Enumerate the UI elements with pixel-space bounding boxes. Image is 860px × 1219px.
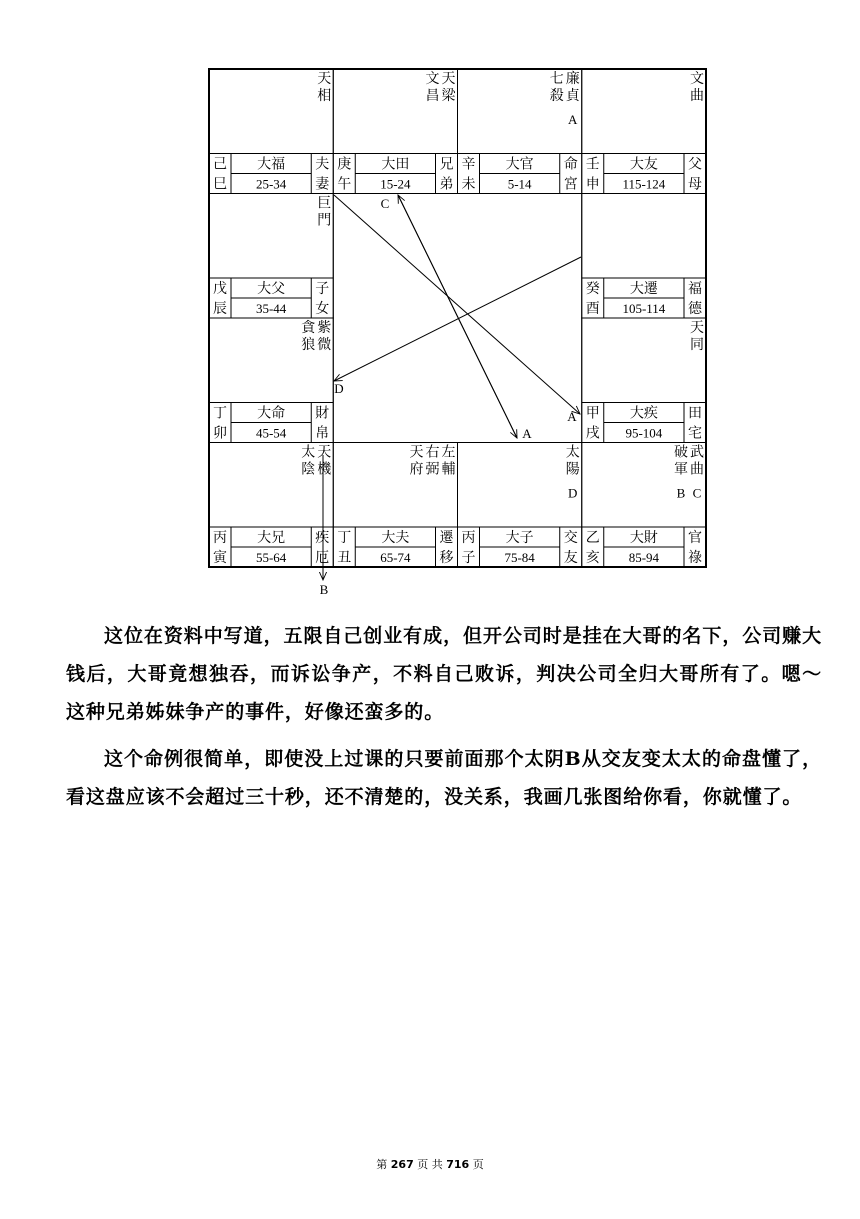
earthly-branch: 子 [461,550,476,566]
transformation-letter: D [568,485,578,501]
paragraph-2: 这个命例很简单，即使没上过课的只要前面那个太阴B从交友变太太的命盘懂了，看这盘应该不会超过三十秒，还不清楚的，没关系，我画几张图给你看，你就懂了。 [66,748,822,808]
star-char: 機 [317,461,332,478]
star-char: 文 [690,71,704,87]
star-char: 天 [317,444,332,461]
palace-cell-top-3 [582,69,706,194]
star-char: 武 [690,444,704,461]
palace-cell-top-1 [333,69,457,194]
earthly-branch: 午 [337,176,352,193]
chart-center-box [333,194,582,443]
paragraph-1: 这位在资料中写道，五限自己创业有成，但开公司时是挂在大哥的名下，公司赚大钱后，大哥竟想独吞，而诉讼争产，不料自己败诉，判决公司全归大哥所有了。嗯～这种兄弟姊妹争产的事件，好像还蛮多的。 [66,625,822,723]
earthly-branch: 亥 [585,550,600,566]
palace-name-bottom: 友 [563,550,578,566]
star-char: 天 [409,444,424,461]
star-char: 陽 [565,461,580,478]
star-char: 曲 [690,461,704,478]
palace-cell-left-1 [209,194,333,319]
decade-range: 65-74 [380,550,411,565]
palace-name-bottom: 帛 [315,425,330,442]
palace-name-top: 疾 [315,530,330,546]
decade-range: 35-44 [255,301,287,316]
star-char: 太 [565,444,580,461]
footer-page-number: 267 [390,1158,414,1171]
earthly-branch: 戌 [585,425,600,442]
star-char: 紫 [317,320,332,336]
star-char: 左 [441,444,456,461]
star-char: 陰 [301,461,316,478]
footer-middle: 页 共 [417,1158,443,1171]
decade-name: 大官 [505,156,534,173]
transformation-letter: C [692,485,702,501]
heavenly-stem: 丙 [461,530,476,546]
decade-name: 大田 [381,156,410,173]
star-char: 廉 [565,71,580,87]
heavenly-stem: 戊 [213,281,227,297]
earthly-branch: 卯 [213,425,227,442]
arrow-to-d [334,257,581,381]
palace-cell-right-2 [582,318,706,443]
star-char: 天 [690,320,704,336]
star-char: 太 [301,444,316,461]
earthly-branch: 巳 [213,176,227,193]
ziwei-chart [0,0,860,600]
star-char: 相 [317,88,332,104]
palace-cell-border [582,194,706,319]
star-char: 貪 [301,320,316,336]
palace-cell-right-1 [582,194,706,319]
decade-name: 大財 [629,530,658,546]
arrow-label-a: A [522,426,532,441]
palace-name-top: 夫 [315,156,330,173]
palace-name-top: 田 [688,405,702,422]
palace-name-top: 交 [563,530,578,546]
palace-cell-left-2 [209,318,333,443]
star-char: 弼 [425,461,440,478]
heavenly-stem: 壬 [585,156,600,173]
star-char: 軍 [674,461,688,478]
heavenly-stem: 丙 [213,530,227,546]
star-char: 文 [425,71,440,87]
arrow-label-a: A [567,409,577,424]
palace-name-top: 父 [688,156,702,173]
decade-range: 105-114 [622,301,666,316]
decade-range: 5-14 [507,176,532,192]
star-char: 殺 [549,88,564,104]
palace-cell-bottom-1 [333,443,457,568]
chart-cells [209,69,706,567]
earthly-branch: 辰 [213,301,227,317]
decade-name: 大兄 [257,530,286,546]
page-footer [0,1156,860,1172]
decade-name: 大友 [629,156,658,173]
star-char: 破 [674,444,688,461]
earthly-branch: 寅 [213,550,227,566]
heavenly-stem: 丁 [337,530,352,546]
arrow-to-a-1 [398,195,517,438]
star-char: 右 [425,444,440,461]
decade-range: 115-124 [622,176,666,192]
palace-cell-bottom-2 [458,443,582,568]
star-char: 門 [317,212,332,229]
heavenly-stem: 乙 [585,530,600,546]
transformation-letter: A [568,112,578,127]
palace-name-bottom: 妻 [315,176,330,193]
heavenly-stem: 癸 [585,281,600,297]
decade-range: 55-64 [255,550,287,565]
palace-cell-border [209,194,333,319]
decade-range: 95-104 [625,425,663,441]
palace-cell-top-0 [209,69,333,194]
heavenly-stem: 丁 [213,405,227,422]
palace-name-bottom: 母 [688,176,702,193]
heavenly-stem: 庚 [337,156,352,173]
star-char: 七 [549,71,564,87]
palace-name-top: 命 [563,156,578,173]
earthly-branch: 未 [461,176,476,193]
heavenly-stem: 辛 [461,156,476,173]
palace-cell-border [582,69,706,194]
heavenly-stem: 甲 [585,405,600,422]
decade-range: 15-24 [380,176,411,192]
palace-name-bottom: 宮 [563,176,578,193]
palace-cell-border [209,69,333,194]
decade-name: 大福 [257,156,286,173]
decade-name: 大疾 [629,405,658,422]
star-char: 天 [441,71,456,87]
decade-name: 大夫 [381,530,410,546]
arrow-to-a-2 [334,195,580,414]
star-char: 微 [317,337,332,353]
decade-range: 45-54 [255,425,287,441]
palace-name-bottom: 德 [688,301,702,317]
heavenly-stem: 己 [213,156,227,173]
star-char: 梁 [441,88,456,104]
star-char: 巨 [317,195,332,212]
palace-cell-bottom-3 [582,443,706,568]
palace-name-top: 官 [688,530,702,546]
decade-name: 大子 [505,530,534,546]
footer-prefix: 第 [376,1158,388,1171]
palace-name-bottom: 移 [439,550,454,566]
decade-range: 75-84 [504,550,535,565]
decade-name: 大命 [257,405,286,422]
palace-name-bottom: 弟 [439,176,454,193]
palace-cell-border [458,443,582,568]
palace-name-top: 財 [315,405,330,422]
palace-name-bottom: 厄 [315,550,330,566]
decade-range: 85-94 [628,550,660,565]
footer-total-pages: 716 [446,1158,470,1171]
palace-cell-bottom-0 [209,443,333,568]
decade-name: 大遷 [629,281,658,297]
palace-name-top: 遷 [439,530,454,546]
star-char: 府 [409,461,424,478]
palace-name-bottom: 宅 [688,425,702,442]
star-char: 狼 [301,337,316,353]
arrow-label-c: C [380,196,390,211]
palace-name-top: 福 [688,281,702,297]
transformation-letter: B [676,485,686,501]
ziwei-chart-svg [0,0,860,600]
star-char: 同 [690,337,704,353]
star-char: 貞 [565,88,580,104]
palace-name-bottom: 祿 [688,550,702,566]
arrow-label-d: D [334,381,344,396]
star-char: 輔 [441,461,456,478]
star-char: 天 [317,71,332,87]
decade-range: 25-34 [255,176,287,192]
palace-cell-top-2 [458,69,582,194]
palace-cell-border [582,318,706,443]
palace-name-top: 子 [315,281,330,297]
earthly-branch: 丑 [337,550,352,566]
footer-suffix: 页 [472,1158,484,1171]
star-char: 昌 [425,88,440,104]
earthly-branch: 申 [585,176,600,193]
star-char: 曲 [690,88,704,104]
palace-name-bottom: 女 [315,301,330,317]
arrow-label-b: B [319,582,329,597]
earthly-branch: 酉 [585,301,600,317]
palace-name-top: 兄 [439,156,454,173]
decade-name: 大父 [257,281,286,297]
